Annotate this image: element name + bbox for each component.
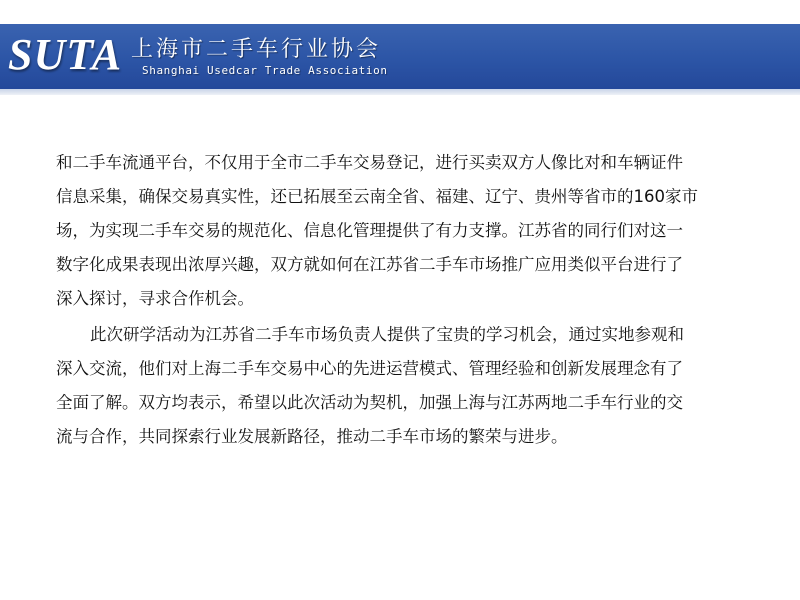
association-name-cn: 上海市二手车行业协会 — [131, 37, 382, 62]
paragraph-line: 流与合作，共同探索行业发展新路径，推动二手车市场的繁荣与进步。 — [56, 427, 568, 446]
paragraph-line: 数字化成果表现出浓厚兴趣，双方就如何在江苏省二手车市场推广应用类似平台进行了 — [56, 255, 683, 274]
paragraph-line: 信息采集，确保交易真实性，还已拓展至云南全省、福建、辽宁、贵州等省市的160家市 — [56, 187, 698, 206]
association-name-en: Shanghai Usedcar Trade Association — [142, 64, 388, 77]
paragraph-line: 场，为实现二手车交易的规范化、信息化管理提供了有力支撑。江苏省的同行们对这一 — [56, 221, 683, 240]
suta-logo: SUTA — [8, 30, 123, 79]
paragraph-line: 全面了解。双方均表示，希望以此次活动为契机，加强上海与江苏两地二手车行业的交 — [56, 393, 683, 412]
paragraph-line: 和二手车流通平台，不仅用于全市二手车交易登记，进行买卖双方人像比对和车辆证件 — [56, 153, 683, 172]
paragraph-2 — [56, 318, 746, 454]
paragraph-line: 此次研学活动为江苏省二手车市场负责人提供了宝贵的学习机会，通过实地参观和 — [90, 325, 684, 344]
paragraph-line: 深入探讨，寻求合作机会。 — [56, 289, 254, 308]
paragraph-1 — [56, 146, 746, 316]
article-body — [56, 146, 746, 454]
header-divider — [0, 89, 800, 95]
paragraph-line: 深入交流，他们对上海二手车交易中心的先进运营模式、管理经验和创新发展理念有了 — [56, 359, 683, 378]
